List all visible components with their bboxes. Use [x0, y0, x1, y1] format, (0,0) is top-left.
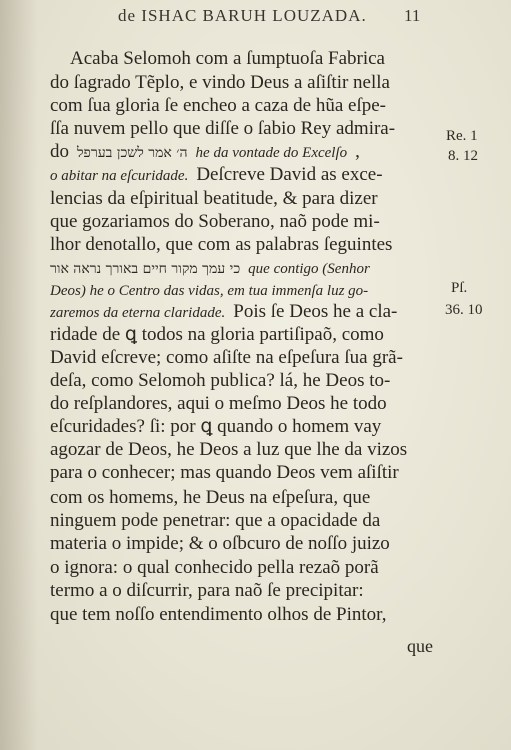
- italic-translation: que contigo (Senhor: [248, 261, 370, 277]
- text-line: [50, 301, 440, 324]
- text-line: [50, 164, 440, 187]
- line-text: com os homems, he Deus na eſpeſura, que: [50, 487, 371, 508]
- line-text: eſcuridades? ſi: por ꝗ quando o homem vay: [50, 416, 382, 437]
- line-text: lencias da eſpiritual beatitude, & para dizer: [50, 188, 378, 209]
- italic-translation: o abitar na eſcuridade.: [50, 168, 189, 184]
- text-line: [50, 95, 440, 117]
- text-line: [50, 487, 440, 509]
- text-line: [50, 324, 440, 346]
- line-text: para o conhecer; mas quando Deos vem aſiſtir: [50, 462, 399, 483]
- line-text: ninguem pode penetrar: que a opacidade da: [50, 510, 381, 531]
- hebrew-quote: ה׳ אמר לשכן בערפל: [77, 145, 188, 161]
- text-line: [50, 234, 440, 256]
- text-line: [50, 141, 440, 164]
- line-text: Pois ſe Deos he a cla-: [233, 301, 398, 322]
- line-text: agozar de Deos, he Deos a luz que lhe da vizos: [50, 439, 408, 460]
- line-text: Acaba Selomoh com a ſumptuoſa Fabrica: [70, 48, 385, 69]
- hebrew-quote: כי עמך מקור חיים באורך נראה אור: [50, 261, 241, 277]
- line-text: que gozariamos do Soberano, naõ pode mi-: [50, 211, 380, 232]
- text-line: [50, 580, 440, 602]
- text-line: [50, 462, 440, 484]
- text-line: [50, 257, 440, 280]
- line-text: materia o impide; & o oſbcuro de noſſo juizo: [50, 533, 390, 554]
- margin-note: 36. 10: [445, 302, 483, 318]
- text-line: [50, 211, 440, 233]
- italic-translation: Deos) he o Centro das vidas, em tua immenſa luz go-: [50, 283, 369, 299]
- line-text: do: [50, 141, 69, 162]
- text-line: [50, 279, 440, 302]
- text-line: [50, 347, 440, 369]
- text-line: [50, 370, 440, 392]
- italic-translation: he da vontade do Excelſo: [195, 145, 348, 161]
- running-head: de ISHAC BARUH LOUZADA.: [118, 6, 367, 25]
- page-number: 11: [404, 6, 421, 25]
- line-text: ridade de ꝗ todos na gloria partiſipaõ, como: [50, 324, 384, 345]
- italic-translation: zaremos da eterna claridade.: [50, 305, 226, 321]
- line-text: Deſcreve David as exce-: [196, 164, 383, 185]
- line-text: do ſagrado Tẽplo, e vindo Deus a aſiſtir nella: [50, 72, 390, 93]
- line-text: com ſua gloria ſe encheo a caza de hũa eſpe-: [50, 95, 387, 116]
- text-line: [50, 72, 440, 94]
- text-line: [50, 416, 440, 438]
- text-line: [50, 533, 440, 555]
- text-line: [50, 118, 440, 140]
- line-text: deſa, como Selomoh publica? lá, he Deos to-: [50, 370, 391, 391]
- text-line: [70, 48, 460, 70]
- line-text: do reſplandores, aqui o meſmo Deos he todo: [50, 393, 387, 414]
- line-text: ,: [355, 141, 360, 162]
- margin-note: 8. 12: [448, 148, 478, 164]
- text-line: [50, 188, 440, 210]
- line-text: ſſa nuvem pello que diſſe o ſabio Rey admira-: [50, 118, 396, 139]
- line-text: o ignora: o qual conhecido pella rezaõ porã: [50, 557, 379, 578]
- margin-note: Re. 1: [446, 128, 478, 144]
- text-line: [50, 393, 440, 415]
- line-text: que tem noſſo entendimento olhos de Pintor,: [50, 604, 387, 625]
- line-text: lhor denotallo, que com as palabras ſeguintes: [50, 234, 393, 255]
- margin-note: Pſ.: [451, 280, 468, 296]
- line-text: termo a o diſcurrir, para naõ ſe precipitar:: [50, 580, 364, 601]
- text-line: [50, 510, 440, 532]
- text-line: [50, 439, 440, 461]
- text-line: [50, 604, 440, 626]
- text-line: [50, 557, 440, 579]
- line-text: David eſcreve; como aſiſte na eſpeſura ſua grã-: [50, 347, 403, 368]
- catchword: que: [407, 636, 433, 656]
